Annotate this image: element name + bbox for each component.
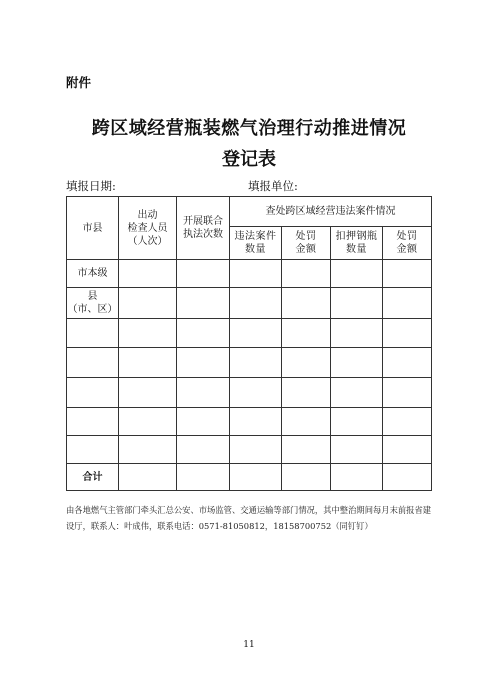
table-cell[interactable]: [230, 348, 282, 378]
table-cell[interactable]: [331, 464, 383, 491]
table-cell[interactable]: [67, 408, 119, 436]
table-cell[interactable]: [230, 408, 282, 436]
table-cell[interactable]: [230, 288, 282, 319]
table-cell[interactable]: [383, 408, 432, 436]
table-cell[interactable]: [177, 260, 230, 288]
table-cell[interactable]: [177, 319, 230, 348]
table-cell[interactable]: [67, 319, 119, 348]
document-subtitle: 登记表: [222, 149, 276, 170]
table-cell[interactable]: [119, 348, 177, 378]
table-cell[interactable]: [230, 319, 282, 348]
table-cell[interactable]: [119, 319, 177, 348]
row-label-county: 县 （市、区）: [67, 288, 119, 319]
registration-table: [66, 196, 432, 491]
table-cell[interactable]: [119, 378, 177, 408]
table-cell[interactable]: [331, 260, 383, 288]
header-fine-amount-2: 处罚 金额: [383, 227, 432, 260]
attachment-label: 附件: [66, 75, 92, 90]
table-cell[interactable]: [119, 436, 177, 464]
table-cell[interactable]: [331, 319, 383, 348]
table-row: [67, 319, 432, 348]
table-row: [67, 378, 432, 408]
table-cell[interactable]: [331, 378, 383, 408]
table-cell[interactable]: [331, 348, 383, 378]
table-cell[interactable]: [177, 464, 230, 491]
row-label-total: 合计: [67, 464, 119, 491]
table-cell[interactable]: [383, 288, 432, 319]
footnote: 由各地燃气主管部门牵头汇总公安、市场监管、交通运输等部门情况，其中整治期间每月末前报省建设厅，联系人：叶成伟，联系电话：0571-81050812，18158700752（同钉钉）: [66, 505, 432, 531]
table-cell[interactable]: [383, 319, 432, 348]
table-cell[interactable]: [177, 408, 230, 436]
table-row: [67, 436, 432, 464]
table-cell[interactable]: [383, 436, 432, 464]
table-cell[interactable]: [177, 348, 230, 378]
table-cell[interactable]: [119, 288, 177, 319]
table-row: [67, 288, 432, 319]
header-case-count: 违法案件 数量: [230, 227, 282, 260]
table-cell[interactable]: [177, 288, 230, 319]
table-cell[interactable]: [282, 378, 331, 408]
table-cell[interactable]: [383, 260, 432, 288]
table-cell[interactable]: [67, 378, 119, 408]
fill-unit-label: 填报单位:: [248, 179, 298, 193]
table-cell[interactable]: [331, 408, 383, 436]
table-cell[interactable]: [230, 436, 282, 464]
header-case-group: 查处跨区域经营违法案件情况: [230, 197, 432, 227]
table-row: [67, 408, 432, 436]
table-cell[interactable]: [177, 378, 230, 408]
table-cell[interactable]: [119, 464, 177, 491]
table-cell[interactable]: [383, 378, 432, 408]
table-cell[interactable]: [282, 260, 331, 288]
row-label-city: 市本级: [67, 260, 119, 288]
header-seized-cylinders: 扣押钢瓶 数量: [331, 227, 383, 260]
document-title: 跨区域经营瓶装燃气治理行动推进情况: [91, 118, 407, 139]
table-cell[interactable]: [230, 260, 282, 288]
table-cell[interactable]: [282, 348, 331, 378]
table-cell[interactable]: [119, 408, 177, 436]
table-cell[interactable]: [230, 464, 282, 491]
table-cell[interactable]: [177, 436, 230, 464]
table-cell[interactable]: [331, 288, 383, 319]
table-cell[interactable]: [383, 348, 432, 378]
table-cell[interactable]: [331, 436, 383, 464]
header-inspectors: 出动 检查人员 （人次）: [119, 197, 177, 260]
table-cell[interactable]: [282, 436, 331, 464]
table-cell[interactable]: [67, 348, 119, 378]
table-cell[interactable]: [282, 288, 331, 319]
table-row: [67, 464, 432, 491]
table-cell[interactable]: [383, 464, 432, 491]
table-cell[interactable]: [282, 464, 331, 491]
table-row: [67, 348, 432, 378]
header-fine-amount-1: 处罚 金额: [282, 227, 331, 260]
header-joint-enforcement: 开展联合 执法次数: [177, 197, 230, 260]
table-cell[interactable]: [282, 408, 331, 436]
table-cell[interactable]: [230, 378, 282, 408]
page-number: 11: [243, 640, 255, 650]
table-cell[interactable]: [282, 319, 331, 348]
header-county: 市县: [67, 197, 119, 260]
fill-date-label: 填报日期:: [66, 179, 116, 193]
table-row: [67, 260, 432, 288]
table-cell[interactable]: [67, 436, 119, 464]
table-cell[interactable]: [119, 260, 177, 288]
